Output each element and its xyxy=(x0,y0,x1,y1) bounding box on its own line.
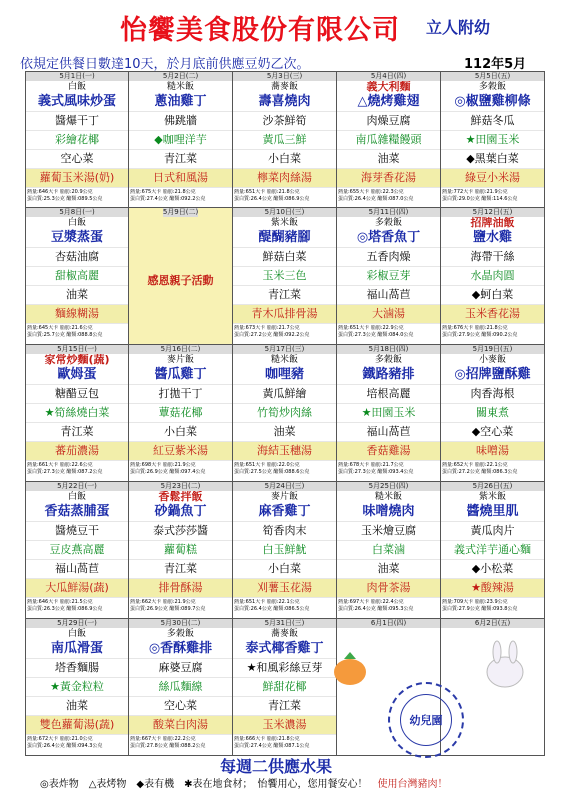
side-dish: 竹筍炒肉絲 xyxy=(233,404,336,423)
side-dish: 青江菜 xyxy=(26,423,128,442)
nutrition-line: 蛋白質:26.4公克 醣類:094.3公克 xyxy=(27,742,103,749)
nutrition-line: 蛋白質:26.4公克 醣類:087.0公克 xyxy=(338,195,414,202)
staple-label: 義大利麵 xyxy=(366,81,411,93)
day-date: 5月12日(五) xyxy=(441,208,544,217)
menu-grid xyxy=(25,71,545,756)
main-dish: 香菇蒸脯蛋 xyxy=(26,503,128,522)
side-dish: 泰式莎莎醬 xyxy=(129,522,232,541)
side-dish: 五香肉燥 xyxy=(337,248,440,267)
soup: 麵線糊湯 xyxy=(26,305,128,324)
menu-day xyxy=(337,345,441,482)
menu-day xyxy=(337,482,441,619)
main-dish: 鐵路豬排 xyxy=(337,366,440,385)
side-dish: 白菜滷 xyxy=(337,541,440,560)
nutrition-info xyxy=(233,599,336,612)
side-dish: ★和風彩絲豆芽 xyxy=(233,659,336,678)
nutrition-line: 熱量:651大卡 脂肪:22.1公克 xyxy=(234,599,300,605)
day-date: 5月22日(一) xyxy=(26,482,128,491)
main-dish: ◎香酥雞排 xyxy=(129,640,232,659)
seal-text: 幼兒園 xyxy=(400,694,452,746)
soup: 青木瓜排骨湯 xyxy=(233,305,336,324)
menu-day xyxy=(129,71,233,208)
soup: 大滷湯 xyxy=(337,305,440,324)
main-dish: 醬燒里肌 xyxy=(441,503,544,522)
side-dish: 鮮菇白菜 xyxy=(233,248,336,267)
side-dish: 青江菜 xyxy=(129,560,232,579)
main-dish: 豆漿蒸蛋 xyxy=(26,229,128,248)
school-seal xyxy=(388,682,464,758)
nutrition-info xyxy=(337,462,440,475)
soup: ★酸辣湯 xyxy=(441,579,544,598)
day-date: 5月10日(三) xyxy=(233,208,336,217)
day-date: 5月31日(三) xyxy=(233,619,336,628)
day-date: 5月11日(四) xyxy=(337,208,440,217)
pork-origin-note: 使用台灣豬肉！ xyxy=(377,779,448,790)
nutrition-info xyxy=(441,462,544,475)
soup: 玉米濃湯 xyxy=(233,716,336,735)
menu-week xyxy=(25,482,545,619)
nutrition-line: 熱量:645大卡 脂肪:21.6公克 xyxy=(27,325,93,331)
side-dish: 油菜 xyxy=(337,560,440,579)
nutrition-line: 蛋白質:26.9公克 醣類:089.7公克 xyxy=(130,605,206,612)
menu-week xyxy=(25,619,545,756)
nutrition-line: 蛋白質:29.0公克 醣類:114.6公克 xyxy=(442,195,518,202)
side-dish: 小白菜 xyxy=(233,150,336,169)
side-dish: ★黃金粒粒 xyxy=(26,678,128,697)
day-date: 5月2日(二) xyxy=(129,72,232,81)
side-dish: 打拋干丁 xyxy=(129,385,232,404)
staple-label: 招牌油飯 xyxy=(470,217,515,229)
nutrition-info xyxy=(26,189,128,202)
staple-label: 糙米飯 xyxy=(374,492,402,502)
soup: 排骨酥湯 xyxy=(129,579,232,598)
side-dish: 油菜 xyxy=(233,423,336,442)
fruit-notice: 每週二供應水果 xyxy=(220,757,333,776)
nutrition-line: 蛋白質:26.3公克 醣類:086.9公克 xyxy=(27,605,103,612)
menu-day xyxy=(233,345,337,482)
staple-label: 多穀飯 xyxy=(166,629,194,639)
nutrition-info xyxy=(26,325,128,338)
main-dish: 義式風味炒蛋 xyxy=(26,93,128,112)
side-dish: 玉米三色 xyxy=(233,267,336,286)
soup: 味噌湯 xyxy=(441,442,544,461)
day-date: 5月19日(五) xyxy=(441,345,544,354)
day-date: 5月29日(一) xyxy=(26,619,128,628)
nutrition-line: 蛋白質:27.3公克 醣類:093.4公克 xyxy=(338,468,414,475)
side-dish: 油菜 xyxy=(26,697,128,716)
menu-week xyxy=(25,345,545,482)
soup: 香菇雞湯 xyxy=(337,442,440,461)
main-dish: 壽喜燒肉 xyxy=(233,93,336,112)
side-dish: 杏菇油腐 xyxy=(26,248,128,267)
menu-day xyxy=(441,208,545,345)
side-dish: 黃瓜肉片 xyxy=(441,522,544,541)
menu-day xyxy=(25,345,129,482)
soup: 刈薯玉花湯 xyxy=(233,579,336,598)
nutrition-line: 蛋白質:27.5公克 醣類:088.6公克 xyxy=(234,468,310,475)
side-dish: 肉香海根 xyxy=(441,385,544,404)
soup: 海結玉穗湯 xyxy=(233,442,336,461)
nutrition-line: 熱量:772大卡 脂肪:21.9公克 xyxy=(442,189,508,195)
main-dish: ◎塔香魚丁 xyxy=(337,229,440,248)
nutrition-line: 蛋白質:27.3公克 醣類:084.0公克 xyxy=(338,331,414,338)
side-dish: 油菜 xyxy=(337,150,440,169)
side-dish: 蕈菇花椰 xyxy=(129,404,232,423)
nutrition-line: 蛋白質:27.8公克 醣類:088.2公克 xyxy=(130,742,206,749)
nutrition-line: 蛋白質:26.4公克 醣類:086.9公克 xyxy=(234,195,310,202)
side-dish: 醬爆干丁 xyxy=(26,112,128,131)
staple-label: 香鬆拌飯 xyxy=(158,491,203,503)
nutrition-info xyxy=(129,736,232,749)
staple-label: 白飯 xyxy=(67,218,86,228)
nutrition-info xyxy=(129,599,232,612)
menu-day xyxy=(233,482,337,619)
menu-day xyxy=(233,208,337,345)
side-dish: 塔香麵腸 xyxy=(26,659,128,678)
nutrition-info xyxy=(441,325,544,338)
side-dish: 佛跳牆 xyxy=(129,112,232,131)
staple-label: 蕎麥飯 xyxy=(270,82,298,92)
nutrition-line: 蛋白質:25.3公克 醣類:089.5公克 xyxy=(27,195,103,202)
staple-label: 蕎麥飯 xyxy=(270,629,298,639)
nutrition-info xyxy=(233,462,336,475)
main-dish: ◎椒鹽雞柳條 xyxy=(441,93,544,112)
menu-day xyxy=(129,208,233,345)
menu-week xyxy=(25,208,545,345)
nutrition-line: 熱量:651大卡 脂肪:22.0公克 xyxy=(234,462,300,468)
main-dish: 歐姆蛋 xyxy=(26,366,128,385)
side-dish: 油菜 xyxy=(26,286,128,305)
side-dish: 蘿蔔糕 xyxy=(129,541,232,560)
side-dish: 青江菜 xyxy=(233,697,336,716)
nutrition-line: 熱量:675大卡 脂肪:21.8公克 xyxy=(130,189,196,195)
side-dish: 彩椒豆芽 xyxy=(337,267,440,286)
side-dish: ◆咖哩洋芋 xyxy=(129,131,232,150)
day-date: 5月15日(一) xyxy=(26,345,128,354)
side-dish: 豆皮燕高麗 xyxy=(26,541,128,560)
nutrition-line: 蛋白質:27.4公克 醣類:092.2公克 xyxy=(130,195,206,202)
nutrition-info xyxy=(129,462,232,475)
soup: 紅豆紫米湯 xyxy=(129,442,232,461)
menu-day xyxy=(129,619,233,756)
day-date: 5月8日(一) xyxy=(26,208,128,217)
nutrition-line: 蛋白質:26.4公克 醣類:095.3公克 xyxy=(338,605,414,612)
nutrition-info xyxy=(441,599,544,612)
nutrition-line: 蛋白質:27.3公克 醣類:087.2公克 xyxy=(27,468,103,475)
nutrition-info xyxy=(337,189,440,202)
staple-label: 麥片飯 xyxy=(166,355,194,365)
menu-day xyxy=(441,71,545,208)
menu-day xyxy=(25,208,129,345)
side-dish: 甜椒高麗 xyxy=(26,267,128,286)
side-dish: 小白菜 xyxy=(233,560,336,579)
nutrition-info xyxy=(233,325,336,338)
school-name: 立人附幼 xyxy=(426,18,491,37)
main-dish: △燒烤雞翅 xyxy=(337,93,440,112)
day-date: 5月16日(二) xyxy=(129,345,232,354)
menu-day xyxy=(233,71,337,208)
bunny-icon xyxy=(480,640,530,690)
nutrition-line: 蛋白質:25.7公克 醣類:088.8公克 xyxy=(27,331,103,338)
soup: 酸菜白肉湯 xyxy=(129,716,232,735)
main-dish: 醬瓜雞丁 xyxy=(129,366,232,385)
soup: 雙色蘿蔔湯(蔬) xyxy=(26,716,128,735)
nutrition-line: 熱量:709大卡 脂肪:23.9公克 xyxy=(442,599,508,605)
nutrition-line: 熱量:672大卡 脂肪:21.0公克 xyxy=(27,736,93,742)
side-dish: 空心菜 xyxy=(26,150,128,169)
day-date: 5月30日(二) xyxy=(129,619,232,628)
main-dish: 南瓜滑蛋 xyxy=(26,640,128,659)
menu-day xyxy=(25,482,129,619)
supply-notice: 依規定供餐日數達10天，於月底前供應豆奶乙次。 xyxy=(20,57,310,72)
soup: 蕃茄濃湯 xyxy=(26,442,128,461)
nutrition-info xyxy=(26,462,128,475)
legend-text: ◎表炸物 △表烤物 ◆表有機 ✱表在地食材； 怡饗用心，您用餐安心！ xyxy=(40,779,378,790)
side-dish: 南瓜雜糧饅頭 xyxy=(337,131,440,150)
day-date: 6月2日(五) xyxy=(441,619,544,628)
main-dish: 咖哩豬 xyxy=(233,366,336,385)
main-dish: 味噌燒肉 xyxy=(337,503,440,522)
nutrition-line: 蛋白質:26.9公克 醣類:097.4公克 xyxy=(130,468,206,475)
menu-day xyxy=(129,345,233,482)
day-date: 5月18日(四) xyxy=(337,345,440,354)
side-dish: 福山萵苣 xyxy=(26,560,128,579)
side-dish: 絲瓜麵線 xyxy=(129,678,232,697)
side-dish: 福山萵苣 xyxy=(337,423,440,442)
day-date: 5月26日(五) xyxy=(441,482,544,491)
side-dish: 關東煮 xyxy=(441,404,544,423)
side-dish: 玉米燴豆腐 xyxy=(337,522,440,541)
day-date: 5月3日(三) xyxy=(233,72,336,81)
side-dish: ★田園玉米 xyxy=(337,404,440,423)
menu-week xyxy=(25,71,545,208)
side-dish: 福山萵苣 xyxy=(337,286,440,305)
main-dish: 砂鍋魚丁 xyxy=(129,503,232,522)
side-dish: 鮮菇冬瓜 xyxy=(441,112,544,131)
company-title: 怡饗美食股份有限公司 xyxy=(120,15,400,46)
staple-label: 多穀飯 xyxy=(374,355,402,365)
side-dish: 肉燥豆腐 xyxy=(337,112,440,131)
side-dish: 小白菜 xyxy=(129,423,232,442)
main-dish: 鹽水雞 xyxy=(441,229,544,248)
menu-month: 112年5月 xyxy=(464,57,527,72)
menu-day xyxy=(441,482,545,619)
nutrition-info xyxy=(233,736,336,749)
day-date: 5月5日(五) xyxy=(441,72,544,81)
side-dish: 海帶干絲 xyxy=(441,248,544,267)
nutrition-info xyxy=(337,325,440,338)
nutrition-line: 蛋白質:27.2公克 醣類:092.2公克 xyxy=(234,331,310,338)
side-dish: 鮮甜花椰 xyxy=(233,678,336,697)
staple-label: 糙米飯 xyxy=(270,355,298,365)
menu-day xyxy=(25,71,129,208)
nutrition-info xyxy=(233,189,336,202)
staple-label: 多穀飯 xyxy=(374,218,402,228)
nutrition-line: 蛋白質:27.9公克 醣類:093.8公克 xyxy=(442,605,518,612)
side-dish: 黃瓜鮮繪 xyxy=(233,385,336,404)
carrot-icon xyxy=(330,650,372,688)
soup: 日式和風湯 xyxy=(129,169,232,188)
staple-label: 糙米飯 xyxy=(166,82,194,92)
nutrition-line: 熱量:667大卡 脂肪:22.2公克 xyxy=(130,736,196,742)
staple-label: 家常炒麵(蔬) xyxy=(44,354,110,366)
day-date: 5月24日(三) xyxy=(233,482,336,491)
soup: 大瓜鮮湯(蔬) xyxy=(26,579,128,598)
nutrition-info xyxy=(337,599,440,612)
soup: 玉米香花湯 xyxy=(441,305,544,324)
staple-label: 紫米飯 xyxy=(478,492,506,502)
nutrition-info xyxy=(26,599,128,612)
side-dish: 糖醋豆包 xyxy=(26,385,128,404)
side-dish: 醬燒豆干 xyxy=(26,522,128,541)
day-date: 5月23日(二) xyxy=(129,482,232,491)
menu-day xyxy=(25,619,129,756)
day-date: 5月4日(四) xyxy=(337,72,440,81)
staple-label: 紫米飯 xyxy=(270,218,298,228)
main-dish: 泰式椰香雞丁 xyxy=(233,640,336,659)
main-dish: 醍醐豬腳 xyxy=(233,229,336,248)
nutrition-line: 蛋白質:26.4公克 醣類:086.5公克 xyxy=(234,605,310,612)
nutrition-line: 熱量:673大卡 脂肪:21.7公克 xyxy=(234,325,300,331)
side-dish: 白玉鮮魷 xyxy=(233,541,336,560)
nutrition-line: 蛋白質:27.2公克 醣類:086.3公克 xyxy=(442,468,518,475)
side-dish: 空心菜 xyxy=(129,697,232,716)
staple-label: 麥片飯 xyxy=(270,492,298,502)
day-date: 5月17日(三) xyxy=(233,345,336,354)
main-dish: ◎招牌鹽酥雞 xyxy=(441,366,544,385)
side-dish: ◆小松菜 xyxy=(441,560,544,579)
staple-label: 小麥飯 xyxy=(478,355,506,365)
nutrition-line: 熱量:666大卡 脂肪:21.8公克 xyxy=(234,736,300,742)
side-dish: 沙茶鮮筍 xyxy=(233,112,336,131)
side-dish: 水晶肉圓 xyxy=(441,267,544,286)
soup: 肉骨茶湯 xyxy=(337,579,440,598)
nutrition-line: 熱量:651大卡 脂肪:21.8公克 xyxy=(234,189,300,195)
nutrition-line: 蛋白質:27.4公克 醣類:087.1公克 xyxy=(234,742,310,749)
menu-day xyxy=(129,482,233,619)
nutrition-line: 熱量:662大卡 脂肪:21.9公克 xyxy=(130,599,196,605)
main-dish: 麻香雞丁 xyxy=(233,503,336,522)
nutrition-line: 熱量:698大卡 脂肪:21.9公克 xyxy=(130,462,196,468)
nutrition-info xyxy=(129,189,232,202)
side-dish: 麻婆豆腐 xyxy=(129,659,232,678)
soup: 綠豆小米湯 xyxy=(441,169,544,188)
soup: 海芽香花湯 xyxy=(337,169,440,188)
event-label: 感恩親子活動 xyxy=(147,274,214,287)
side-dish: 黃瓜三鮮 xyxy=(233,131,336,150)
menu-day xyxy=(441,345,545,482)
legend xyxy=(40,775,448,790)
day-date: 5月25日(四) xyxy=(337,482,440,491)
day-date: 5月1日(一) xyxy=(26,72,128,81)
nutrition-info xyxy=(26,736,128,749)
day-date: 6月1日(四) xyxy=(337,619,440,628)
side-dish: ◆黑葉白菜 xyxy=(441,150,544,169)
nutrition-line: 熱量:678大卡 脂肪:21.7公克 xyxy=(338,462,404,468)
side-dish: ◆蚵白菜 xyxy=(441,286,544,305)
menu-day xyxy=(337,208,441,345)
day-date: 5月9日(二) xyxy=(162,208,199,216)
staple-label: 白飯 xyxy=(67,492,86,502)
nutrition-line: 熱量:652大卡 脂肪:22.1公克 xyxy=(442,462,508,468)
nutrition-line: 蛋白質:27.9公克 醣類:090.2公克 xyxy=(442,331,518,338)
nutrition-info xyxy=(441,189,544,202)
soup: 蘿蔔玉米湯(奶) xyxy=(26,169,128,188)
nutrition-line: 熱量:646大卡 脂肪:20.9公克 xyxy=(27,189,93,195)
soup: 檸菜肉絲湯 xyxy=(233,169,336,188)
side-dish: 培根高麗 xyxy=(337,385,440,404)
nutrition-line: 熱量:651大卡 脂肪:22.9公克 xyxy=(338,325,404,331)
nutrition-line: 熱量:661大卡 脂肪:22.6公克 xyxy=(27,462,93,468)
menu-day xyxy=(337,71,441,208)
staple-label: 白飯 xyxy=(67,82,86,92)
side-dish: 義式洋芋通心麵 xyxy=(441,541,544,560)
side-dish: ◆空心菜 xyxy=(441,423,544,442)
side-dish: 青江菜 xyxy=(233,286,336,305)
nutrition-line: 熱量:697大卡 脂肪:22.4公克 xyxy=(338,599,404,605)
side-dish: 彩繪花椰 xyxy=(26,131,128,150)
main-dish: 蔥油雞丁 xyxy=(129,93,232,112)
nutrition-line: 熱量:655大卡 脂肪:22.3公克 xyxy=(338,189,404,195)
nutrition-line: 熱量:646大卡 脂肪:21.5公克 xyxy=(27,599,93,605)
side-dish: 青江菜 xyxy=(129,150,232,169)
side-dish: ★筍絲燒白菜 xyxy=(26,404,128,423)
menu-day xyxy=(233,619,337,756)
side-dish: ★田園玉米 xyxy=(441,131,544,150)
staple-label: 多穀飯 xyxy=(478,82,506,92)
side-dish: 筍香肉末 xyxy=(233,522,336,541)
nutrition-line: 熱量:676大卡 脂肪:21.8公克 xyxy=(442,325,508,331)
staple-label: 白飯 xyxy=(67,629,86,639)
